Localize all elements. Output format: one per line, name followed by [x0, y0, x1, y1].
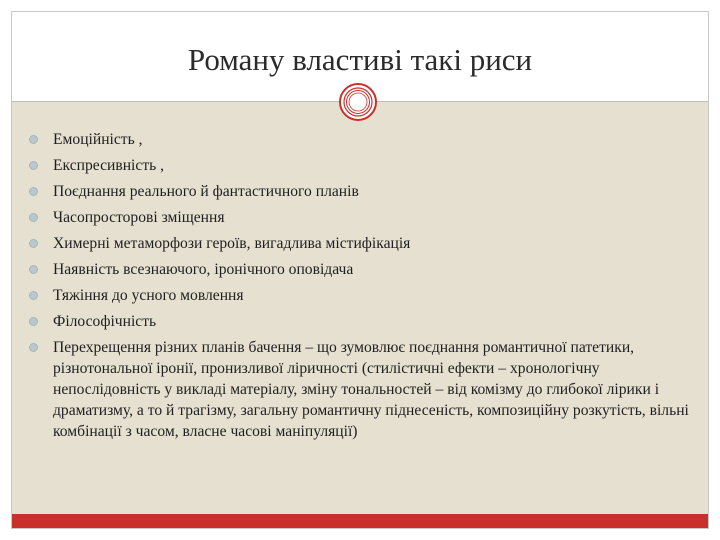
bullet-dot-icon — [29, 317, 38, 326]
bullet-item — [26, 129, 701, 150]
bullet-dot-icon — [29, 291, 38, 300]
bullet-text: Тяжіння до усного мовлення — [53, 287, 244, 304]
bullet-text: Емоційність , — [53, 131, 143, 148]
bullet-dot-icon — [29, 213, 38, 222]
bullet-text: Часопросторові зміщення — [53, 209, 225, 226]
bullet-dot-icon — [29, 265, 38, 274]
bullet-text: Перехрещення різних планів бачення – що зумовлює поєднання романтичної патетики, різнотональної іронії, пронизливої ліричності (стилістичні ефекти – хронологічну непослідовність у викладі матеріалу, зміну тональностей – від комізму до глибокої лірики і драматизму, а то й трагізму, загальну романтичну піднесеність, композиційну розкутість, вільні комбінації з часом, власне часові маніпуляції) — [53, 339, 689, 440]
bullet-text: Філософічність — [53, 313, 157, 330]
bullet-dot-icon — [29, 161, 38, 170]
slide — [11, 11, 709, 529]
ring-ornament-icon — [338, 82, 378, 122]
bullet-item — [26, 155, 701, 176]
bullet-dot-icon — [29, 343, 38, 352]
bullet-item — [26, 285, 701, 306]
bullet-dot-icon — [29, 135, 38, 144]
bullet-list — [26, 129, 701, 442]
slide-content — [12, 102, 708, 514]
bullet-dot-icon — [29, 239, 38, 248]
bullet-text: Поєднання реального й фантастичного планів — [53, 183, 359, 200]
bullet-item — [26, 233, 701, 254]
bullet-text: Химерні метаморфози героїв, вигадлива містифікація — [53, 235, 411, 252]
slide-title: Роману властиві такі риси — [187, 42, 533, 77]
bullet-item — [26, 337, 701, 442]
bullet-item — [26, 181, 701, 202]
footer-accent-bar — [12, 514, 708, 528]
bullet-item — [26, 259, 701, 280]
bullet-dot-icon — [29, 187, 38, 196]
bullet-item — [26, 311, 701, 332]
bullet-text: Експресивність , — [53, 157, 165, 174]
bullet-item — [26, 207, 701, 228]
bullet-text: Наявність всезнаючого, іронічного оповідача — [53, 261, 354, 278]
